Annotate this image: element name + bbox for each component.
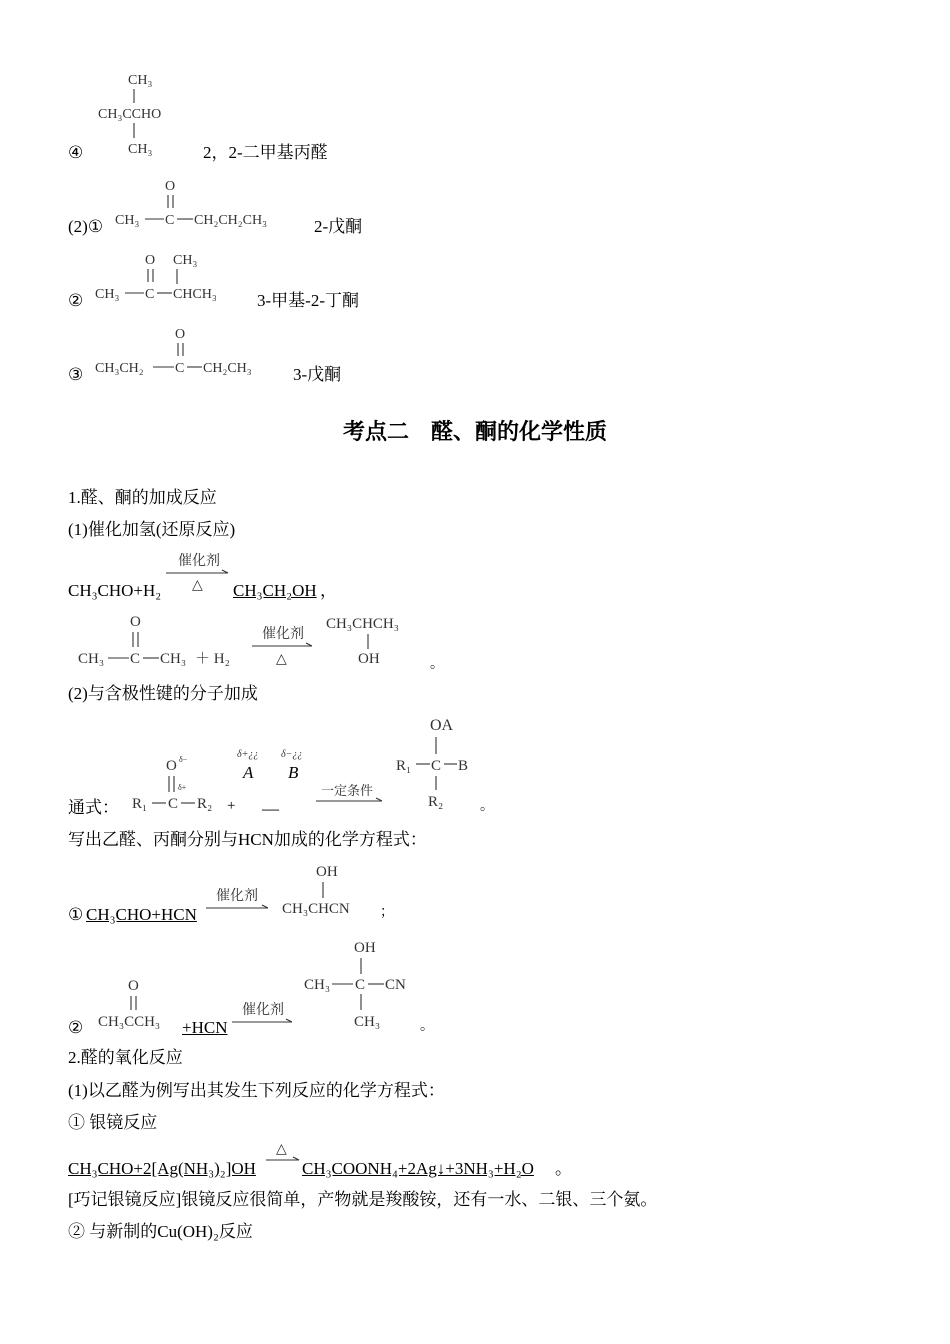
eq2-end: 。 (430, 657, 444, 672)
svg-text:△: △ (276, 1142, 287, 1157)
svg-text:CH₃: CH₃ (354, 1014, 381, 1030)
svg-text:CH₂CH₃: CH₂CH₃ (203, 361, 252, 376)
compound-name: 3-戊酮 (293, 365, 342, 384)
svg-text:＋ H₂: ＋ H₂ (195, 651, 230, 667)
hcn1-reactants: CH₃CHO+HCN (86, 905, 197, 924)
reaction-arrow (316, 782, 386, 802)
svg-text:O: O (130, 614, 141, 630)
svg-text:δ−: δ− (179, 755, 188, 764)
svg-text:CH₃: CH₃ (95, 287, 120, 302)
svg-text:CH₃: CH₃ (173, 253, 198, 268)
compound-name: 3-甲基-2-丁酮 (257, 291, 359, 310)
svg-text:O: O (175, 327, 186, 342)
cuoh-label: ② 与新制的Cu(OH)₂反应 (68, 1222, 253, 1241)
structure-acetone-cyanohydrin (304, 934, 424, 1034)
svg-text:C: C (175, 361, 185, 376)
svg-text:R₂: R₂ (428, 794, 444, 810)
item-marker-2: ② (68, 1018, 84, 1037)
svg-text:CHCH₃: CHCH₃ (173, 287, 217, 302)
svg-text:C: C (431, 758, 442, 774)
structure-3-pentanone (95, 322, 285, 378)
structure-acetone (98, 974, 178, 1032)
compound-name: 2-戊酮 (314, 217, 363, 236)
silver-reactants: CH₃CHO+2[Ag(NH₃)₂]OH (68, 1159, 256, 1178)
item-marker-3: ③ (68, 365, 84, 384)
structure-2-2-dimethylpropanal (90, 66, 200, 162)
structure-2-pentanone (115, 174, 295, 230)
svg-text:△: △ (276, 652, 287, 667)
item-marker-1: ① (68, 905, 84, 924)
silver-mirror-label: ① 银镜反应 (68, 1113, 158, 1132)
svg-text:C: C (145, 287, 155, 302)
svg-text:CH₃CHCH₃: CH₃CHCH₃ (326, 616, 399, 632)
svg-text:R₁: R₁ (132, 796, 148, 812)
svg-text:O: O (166, 758, 177, 774)
bond-dash: — (262, 799, 279, 818)
a-charge: δ+¿¿ (237, 749, 259, 760)
svg-text:O: O (145, 253, 156, 268)
svg-text:OH: OH (354, 940, 376, 956)
structure-general-product (396, 712, 486, 812)
reaction-arrow (252, 625, 318, 667)
reaction-arrow (232, 1000, 298, 1024)
svg-text:C: C (165, 213, 175, 228)
svg-text:R₂: R₂ (197, 796, 213, 812)
atom-b: B (288, 763, 299, 782)
compound-name: 2，2-二甲基丙醛 (203, 143, 328, 162)
item-marker-2: ② (68, 291, 84, 310)
svg-text:催化剂: 催化剂 (178, 554, 220, 569)
structure-3-methyl-2-butanone (95, 248, 245, 304)
svg-text:δ+: δ+ (178, 783, 187, 792)
structure-2-hydroxypropanenitrile (282, 858, 382, 918)
struct-bottom: CH₃ (128, 142, 153, 157)
svg-text:B: B (458, 758, 469, 774)
svg-text:CH₃: CH₃ (78, 651, 105, 667)
heading-oxidation: 2.醛的氧化反应 (68, 1048, 183, 1067)
svg-text:CH₂CH₂CH₃: CH₂CH₂CH₃ (194, 213, 267, 228)
svg-text:OA: OA (430, 717, 454, 734)
hcn2-reagent: +HCN (182, 1018, 228, 1037)
ketone-label: (2)① (68, 217, 104, 236)
b-charge: δ−¿¿ (281, 749, 303, 760)
item-marker-4: ④ (68, 143, 84, 162)
oxidation-intro: (1)以乙醛为例写出其发生下列反应的化学方程式： (68, 1081, 445, 1100)
svg-text:CH₃CCH₃: CH₃CCH₃ (98, 1014, 161, 1030)
svg-text:O: O (165, 179, 176, 194)
structure-general-carbonyl (132, 752, 232, 814)
struct-top: CH₃ (128, 73, 153, 88)
svg-text:OH: OH (358, 651, 380, 667)
svg-text:△: △ (192, 578, 203, 593)
svg-text:CH₃: CH₃ (304, 977, 331, 993)
eq1-end: ， (320, 581, 337, 600)
eq1-product: CH₃CH₂OH (233, 581, 317, 600)
plus-sign: + (227, 798, 236, 814)
struct-mid: CH₃CCHO (98, 107, 162, 122)
svg-text:CN: CN (385, 977, 406, 993)
svg-text:CH₃CH₂: CH₃CH₂ (95, 361, 144, 376)
svg-text:一定条件: 一定条件 (321, 783, 374, 798)
svg-text:CH₃CHCN: CH₃CHCN (282, 901, 350, 917)
reaction-arrow (266, 1140, 302, 1162)
svg-text:C: C (168, 796, 179, 812)
silver-mnemonic: [巧记银镜反应]银镜反应很简单，产物就是羧酸铵，还有一水、二银、三个氨。 (68, 1190, 658, 1209)
svg-text:催化剂: 催化剂 (242, 1003, 284, 1018)
svg-text:CH₃: CH₃ (160, 651, 187, 667)
general-label: 通式： (68, 798, 119, 817)
hcn2-end: 。 (420, 1019, 434, 1034)
hcn-intro: 写出乙醛、丙酮分别与HCN加成的化学方程式： (68, 830, 427, 849)
reaction-arrow (206, 886, 272, 910)
reaction-arrow (166, 552, 234, 592)
svg-text:OH: OH (316, 864, 338, 880)
svg-text:催化剂: 催化剂 (262, 627, 304, 642)
structure-2-propanol (326, 610, 426, 668)
hcn1-end: ； (380, 905, 394, 920)
general-end: 。 (480, 799, 494, 814)
svg-text:C: C (355, 977, 366, 993)
structure-acetone (78, 610, 248, 668)
svg-text:CH₃: CH₃ (115, 213, 140, 228)
svg-text:C: C (130, 651, 141, 667)
eq1-left: CH₃CHO+H₂ (68, 581, 162, 600)
sub-polar-addition: (2)与含极性键的分子加成 (68, 684, 258, 703)
svg-text:R₁: R₁ (396, 758, 412, 774)
silver-products: CH₃COONH₄+2Ag↓+3NH₃+H₂O (302, 1159, 534, 1178)
section-title: 考点二 醛、酮的化学性质 (342, 419, 607, 444)
svg-text:催化剂: 催化剂 (216, 889, 258, 904)
svg-text:O: O (128, 978, 139, 994)
silver-end: 。 (555, 1159, 572, 1178)
atom-a: A (243, 763, 254, 782)
heading-addition: 1.醛、酮的加成反应 (68, 488, 217, 507)
sub-hydrogenation: (1)催化加氢(还原反应) (68, 520, 236, 539)
